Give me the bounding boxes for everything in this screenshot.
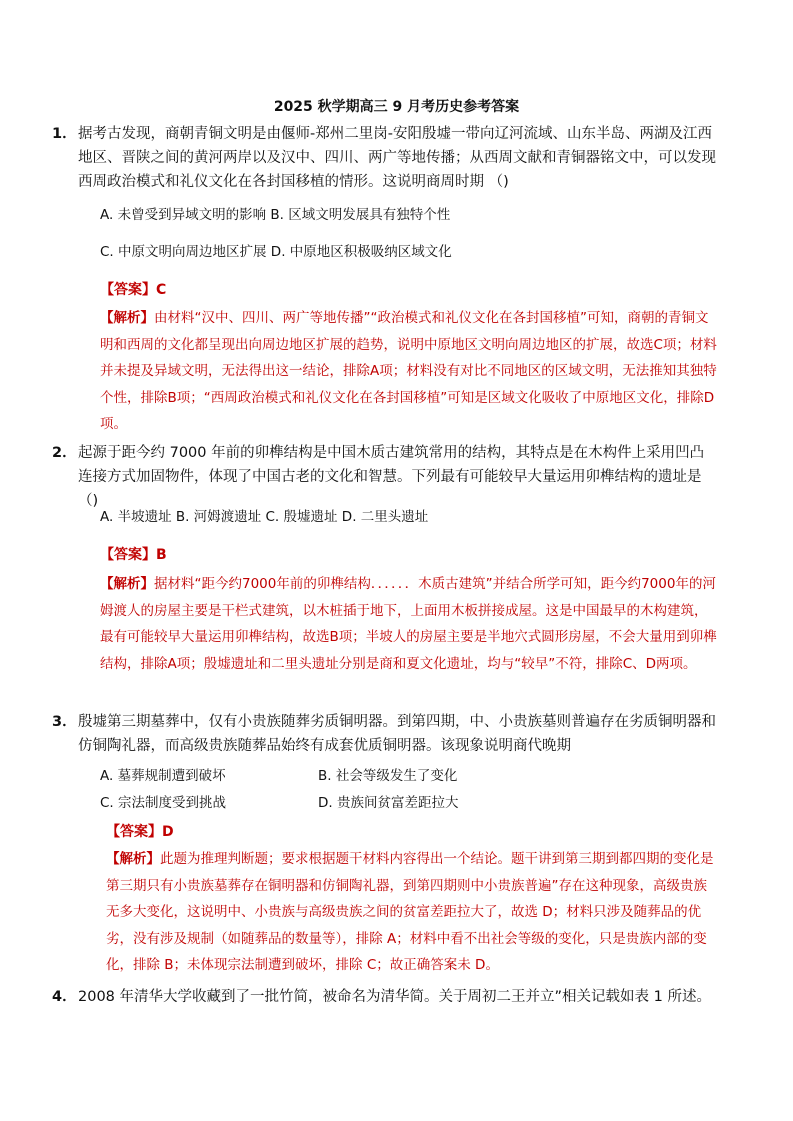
question-3 [52, 710, 718, 758]
question-stem: 起源于距今约 7000 年前的卯榫结构是中国木质古建筑常用的结构，其特点是在木构件上采用凹凸连接方式加固物件，体现了中国古老的文化和智慧。下列最有可能较早大量运用卯榫结构的遗址是 （) [78, 445, 705, 509]
question-4 [52, 985, 718, 1009]
question-3-option-a: A. 墓葬规制遭到破坏 [100, 768, 226, 784]
question-2-options: A. 半坡遗址 B. 河姆渡遗址 C. 殷墟遗址 D. 二里头遗址 [100, 509, 429, 525]
question-3-option-d: D. 贵族间贫富差距拉大 [318, 795, 459, 811]
question-3-option-c: C. 宗法制度受到挑战 [100, 795, 227, 811]
question-2-answer: 【答案】B [100, 547, 167, 563]
question-1-options-ab: A. 未曾受到异域文明的影响 B. 区域文明发展具有独特个性 [100, 207, 451, 223]
question-stem: 殷墟第三期墓葬中，仅有小贵族随葬劣质铜明器。到第四期，中、小贵族墓则普遍存在劣质铜明器和仿铜陶礼器，而高级贵族随葬品始终有成套优质铜明器。该现象说明商代晚期 [78, 714, 716, 754]
question-1-options-cd: C. 中原文明向周边地区扩展 D. 中原地区积极吸纳区域文化 [100, 244, 452, 260]
question-number: 1． [52, 126, 77, 142]
question-1-analysis [100, 305, 718, 438]
analysis-label: 【解析】 [100, 576, 154, 592]
analysis-label: 【解析】 [100, 310, 154, 326]
question-1-answer: 【答案】C [100, 282, 167, 298]
question-stem: 据考古发现，商朝青铜文明是由偃师-郑州二里岗-安阳殷墟一带向辽河流域、山东半岛、两湖及江西地区、晋陕之间的黄河两岸以及汉中、四川、两广等地传播；从西周文献和青铜器铭文中，可以发现西周政治模式和礼仪文化在各封国移植的情形。这说明商周时期 （) [78, 126, 716, 190]
question-3-answer: 【答案】D [106, 824, 174, 840]
analysis-text: 此题为推理判断题；要求根据题干材料内容得出一个结论。题干讲到第三期到都四期的变化是第三期只有小贵族墓葬存在铜明器和仿铜陶礼器，到第四期则中小贵族普遍”存在这种现象，高级贵族无多大变化，这说明中、小贵族与高级贵族之间的贫富差距拉大了，故选 D；材料只涉及随葬品的优劣，没有涉及规制（如随葬品的数量等），排除 A；材料中看不出社会等级的变化，只是贵族内部的变化，排除 B；未体现宗法制遭到破坏，排除 C；故正确答案未 D。 [106, 851, 714, 973]
document-title: 2025 秋学期高三 9 月考历史参考答案 [273, 99, 520, 115]
question-2-analysis [100, 571, 718, 677]
analysis-text: 由材料“汉中、四川、两广等地传播”“政治模式和礼仪文化在各封国移植”可知，商朝的青铜文明和西周的文化都呈现出向周边地区扩展的趋势，说明中原地区文明向周边地区的扩展，故选C项；材料并未提及异域文明，无法得出这一结论，排除A项；材料没有对比不同地区的区域文明，无法推知其独特个性，排除B项；“西周政治模式和礼仪文化在各封国移植”可知是区域文化吸收了中原地区文化，排除D项。 [100, 310, 717, 432]
question-number: 2． [52, 445, 77, 461]
question-number: 4． [52, 989, 77, 1005]
question-3-option-b: B. 社会等级发生了变化 [318, 768, 458, 784]
question-stem: 2008 年清华大学收藏到了一批竹简，被命名为清华简。关于周初二王并立”相关记载如表 1 所述。 [78, 989, 711, 1005]
question-number: 3． [52, 714, 77, 730]
analysis-label: 【解析】 [106, 851, 160, 867]
analysis-text: 据材料“距今约7000年前的卯榫结构．．．．．．木质古建筑”并结合所学可知，距今约7000年的河姆渡人的房屋主要是干栏式建筑，以木桩插于地下，上面用木板拼接成屋。这是中国最早的木构建筑，最有可能较早大量运用卯榫结构，故选B项；半坡人的房屋主要是半地穴式圆形房屋，不会大量用到卯榫结构，排除A项；殷墟遗址和二里头遗址分别是商和夏文化遗址，均与“较早”不符，排除C、D两项。 [100, 576, 717, 672]
question-3-analysis [106, 846, 718, 979]
question-2 [52, 441, 718, 513]
question-1 [52, 122, 718, 194]
